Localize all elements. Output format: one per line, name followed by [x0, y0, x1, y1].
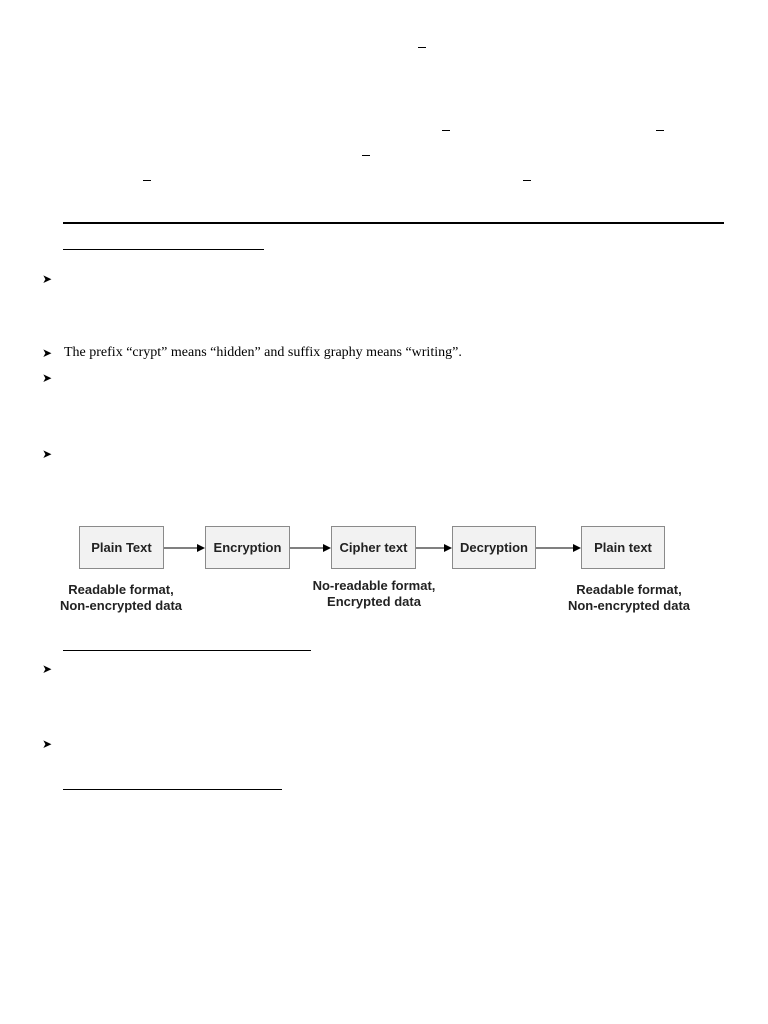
dash-mark [143, 180, 151, 181]
caption-encrypted: No-readable format, Encrypted data [312, 578, 436, 609]
dash-mark [523, 180, 531, 181]
bullet-arrow-icon: ➤ [42, 371, 53, 385]
bullet-text: The prefix “crypt” means “hidden” and suffix graphy means “writing”. [64, 345, 462, 360]
diagram-box-encryption: Encryption [205, 526, 290, 569]
bullet-arrow-icon: ➤ [42, 346, 53, 360]
bullet-arrow-icon: ➤ [42, 662, 53, 676]
heading-underline [63, 650, 311, 651]
diagram-box-cipher-text: Cipher text [331, 526, 416, 569]
diagram-box-plain-text-output: Plain text [581, 526, 665, 569]
dash-mark [362, 155, 370, 156]
dash-mark [418, 47, 426, 48]
diagram-box-plain-text: Plain Text [79, 526, 164, 569]
bullet-arrow-icon: ➤ [42, 272, 53, 286]
bullet-arrow-icon: ➤ [42, 737, 53, 751]
diagram-box-decryption: Decryption [452, 526, 536, 569]
heading-underline [63, 249, 264, 250]
heading-underline [63, 789, 282, 790]
dash-mark [656, 130, 664, 131]
caption-readable-output: Readable format, Non-encrypted data [567, 582, 691, 613]
section-divider [63, 222, 724, 224]
dash-mark [442, 130, 450, 131]
caption-readable-input: Readable format, Non-encrypted data [59, 582, 183, 613]
bullet-arrow-icon: ➤ [42, 447, 53, 461]
